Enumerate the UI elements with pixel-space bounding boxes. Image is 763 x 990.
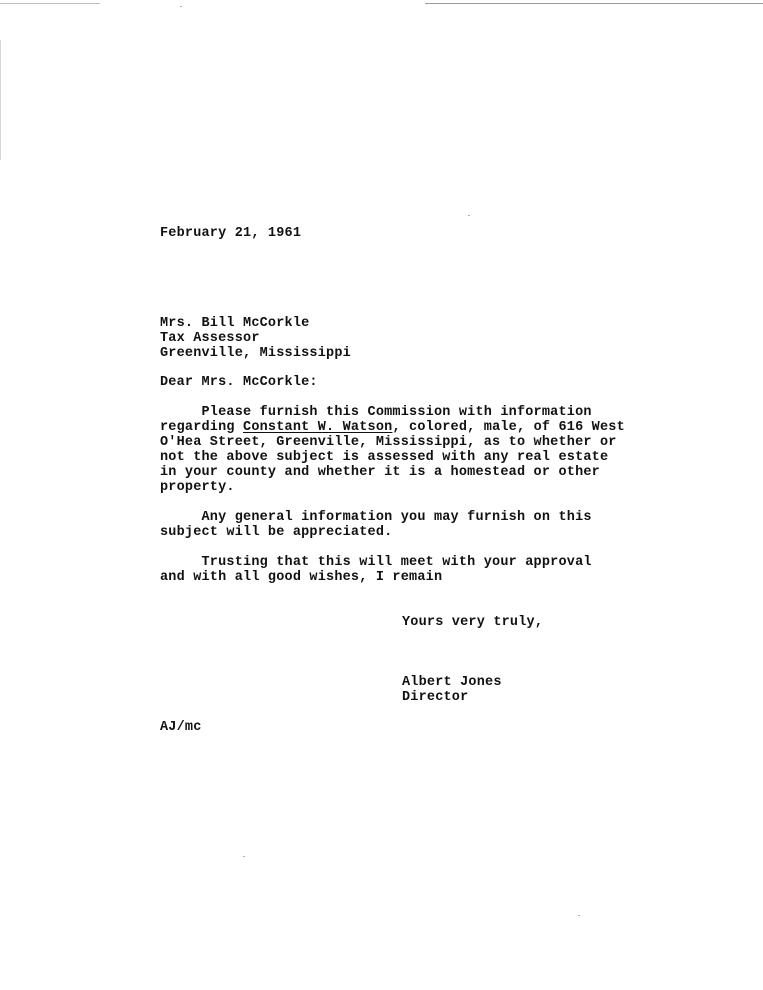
paragraph-line: in your county and whether it is a homestead or other [160, 465, 600, 480]
recipient-title: Tax Assessor [160, 331, 260, 346]
salutation: Dear Mrs. McCorkle: [160, 375, 318, 390]
paper-speck [243, 856, 245, 857]
paper-speck [180, 6, 182, 7]
paragraph-line: Any general information you may furnish on this [160, 510, 592, 525]
paragraph-line: Trusting that this will meet with your approval [160, 555, 592, 570]
paper-speck [578, 915, 580, 916]
paper-speck [468, 215, 470, 216]
letter-date: February 21, 1961 [160, 226, 302, 241]
paragraph-line [160, 420, 625, 435]
paragraph-line: Please furnish this Commission with information [160, 405, 592, 420]
paragraph-line: O'Hea Street, Greenville, Mississippi, as to whether or [160, 435, 617, 450]
paragraph-line: subject will be appreciated. [160, 525, 393, 540]
paragraph-text: , colored, male, of 616 West [392, 420, 625, 435]
paragraph-line: property. [160, 480, 235, 495]
reference-initials: AJ/mc [160, 720, 202, 735]
top-rule-right [425, 3, 763, 4]
recipient-location: Greenville, Mississippi [160, 346, 351, 361]
complimentary-closing: Yours very truly, [402, 615, 544, 630]
paragraph-line: not the above subject is assessed with any real estate [160, 450, 609, 465]
subject-name: Constant W. Watson [243, 420, 393, 435]
paragraph-line: and with all good wishes, I remain [160, 570, 443, 585]
left-edge-mark [0, 40, 1, 160]
paragraph-text: regarding [160, 420, 244, 435]
signer-name: Albert Jones [402, 675, 502, 690]
recipient-name: Mrs. Bill McCorkle [160, 316, 310, 331]
top-rule-left [0, 3, 100, 4]
signer-title: Director [402, 690, 469, 705]
